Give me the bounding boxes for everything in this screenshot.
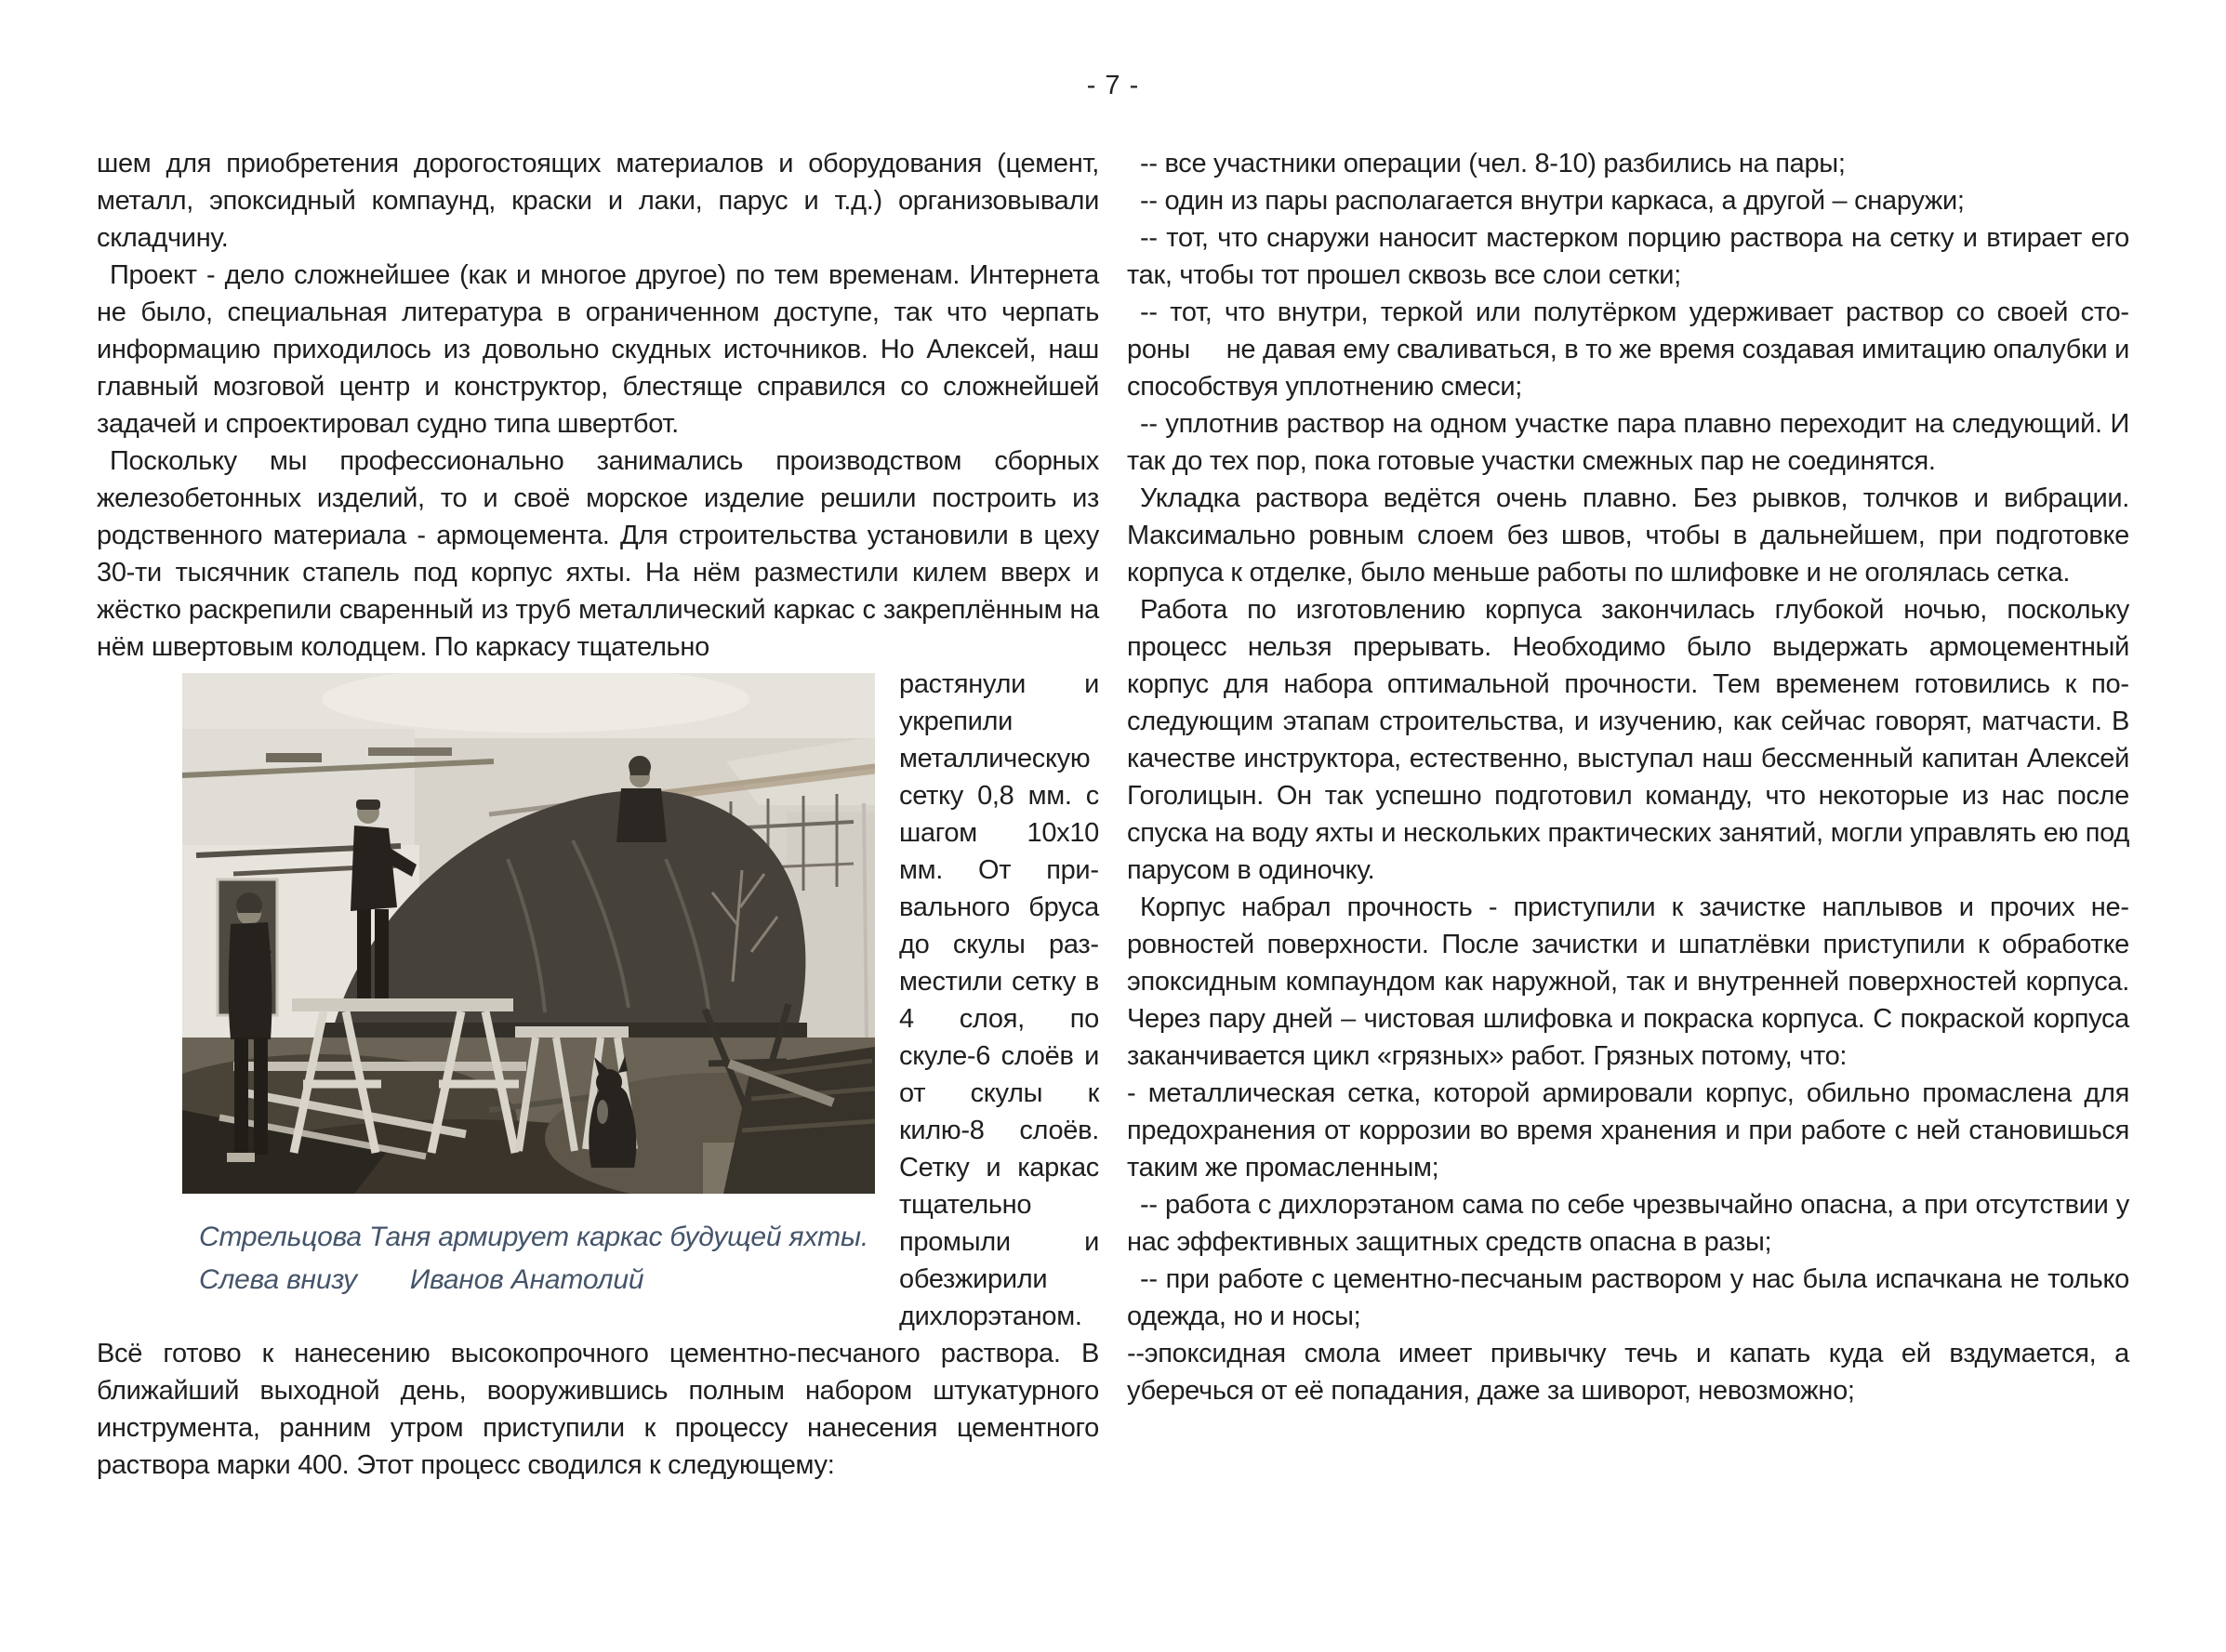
document-page [0, 71, 2226, 1652]
photo-caption-line2: Слева внизу Иванов Анатолий [199, 1264, 644, 1295]
bullet-outside: -- тот, что снаружи наносит мастерком порцию раствора на сетку и втирает его так, чтобы тот прошел сквозь все слои сетки; [1127, 223, 2129, 290]
paragraph-korpus: Корпус набрал прочность - приступили к зачистке наплывов и прочих неровностей поверхности. После зачистки и шпатлёвки приступили к обработке эпоксидным компаундом как наружной, так и внутренней поверхностей корпуса. Через пару дней – чистовая шлифовка и покраска корпуса. С покраской корпуса заканчивается цикл «грязных» работ. Грязных потому, что: [1127, 892, 2129, 1071]
page-number: - 7 - [1086, 71, 1140, 100]
paragraph-project: Проект - дело сложнейшее (как и многое другое) по тем временам. Интернета не было, специальная литература в ограниченном доступе, так что черпать информацию приходилось из довольно скудных источников. Но Алексей, наш главный мозговой центр и конструктор, блестяще справился со сложнейшей задачей и спроектировал судно типа швертбот. [97, 260, 1099, 439]
bullet-pairs: -- все участники операции (чел. 8-10) разбились на пары; [1140, 149, 1846, 178]
paragraph-poskolku: Поскольку мы профессионально занимались производством сборных железобетонных изделий, то и своё морское изделие решили построить из родственного материала - армоцемента. Для строительства установили в цеху 30-ти тысячник стапель под корпус яхты. На нём разместили килем вверх и жёстко раскрепили сваренный из труб металлический каркас с закреплённым на нём швертовым колодцем. По каркасу тщательно [97, 446, 1099, 662]
paragraph-wrap: растянули и укрепили металлическую сетку 0,8 мм. с шагом 10х10 мм. От привального бруса до скулы разместили сетку в 4 слоя, по скуле-6 слоёв и от скулы к килю-8 слоёв. Сетку и каркас тщательно промыли и обезжирили дихлорэтаном. Всё готово к нанесению высокопрочного цементно-песчаного раствора. В ближайший выходной день, вооружившись полным набором штукатурного инструмента, ранним утром приступили к процессу нанесения цементного раствора марки 400. Этот процесс сводился к следующему: [97, 669, 1099, 1480]
paragraph-continued: шем для приобретения дорогостоящих материалов и оборудования (цемент, металл, эпоксидный компаунд, краски и лаки, парус и т.д.) организовывали складчину. [97, 149, 1099, 253]
right-column [1127, 145, 2129, 1484]
bullet-uplotniv: -- уплотнив раствор на одном участке пара плавно переходит на следующий. И так до тех пор, пока готовые участки смежных пар не соединятся. [1127, 409, 2129, 476]
photo-caption [182, 1194, 875, 1302]
left-column [97, 145, 1099, 1484]
bullet-epoxy: --эпоксидная смола имеет привычку течь и капать куда ей вздумается, а уберечься от её попадания, даже за шиворот, невозможно; [1127, 1339, 2129, 1406]
bullet-cement: -- при работе с цементно-песчаным раствором у нас была испачкана не только одежда, но и носы; [1127, 1264, 2129, 1331]
bullet-terka: -- тот, что внутри, теркой или полутёрком удерживает раствор со своей стороны не давая ему сваливаться, в то же время создавая имитацию опалубки и способствуя уплотнению смеси; [1127, 297, 2129, 402]
photo-caption-line1: Стрельцова Таня армирует каркас будущей яхты. [199, 1222, 868, 1252]
paragraph-ukladka: Укладка раствора ведётся очень плавно. Без рывков, толчков и вибрации. Максимально ровным слоем без швов, чтобы в дальнейшем, при подготовке корпуса к отделке, было меньше работы по шлифовке и не оголялась сетка. [1127, 483, 2129, 588]
bullet-setka: - металлическая сетка, которой армировали корпус, обильно промаслена для предохранения от коррозии во время хранения и при работе с ней становишься таким же промасленным; [1127, 1078, 2129, 1183]
paragraph-rabota: Работа по изготовлению корпуса закончилась глубокой ночью, поскольку процесс нельзя прерывать. Необходимо было выдержать армоцементный корпус для набора оптимальной прочности. Тем временем готовились к последующим этапам строительства, и изучению, как сейчас говорят, матчасти. В качестве инструктора, естественно, выступал наш бессменный капитан Алексей Гоголицын. Он так успешно подготовил команду, что некоторые из нас после спуска на воду яхты и нескольких практических занятий, могли управлять ею под парусом в одиночку. [1127, 595, 2129, 885]
bullet-inside: -- один из пары располагается внутри каркаса, а другой – снаружи; [1140, 186, 1965, 216]
bullet-dichlor: -- работа с дихлорэтаном сама по себе чрезвычайно опасна, а при отсутствии у нас эффективных защитных средств опасна в разы; [1127, 1190, 2129, 1257]
yacht-frame-photo-figure [182, 673, 875, 1302]
two-column-layout [0, 145, 2226, 1484]
yacht-frame-photo [182, 673, 875, 1194]
